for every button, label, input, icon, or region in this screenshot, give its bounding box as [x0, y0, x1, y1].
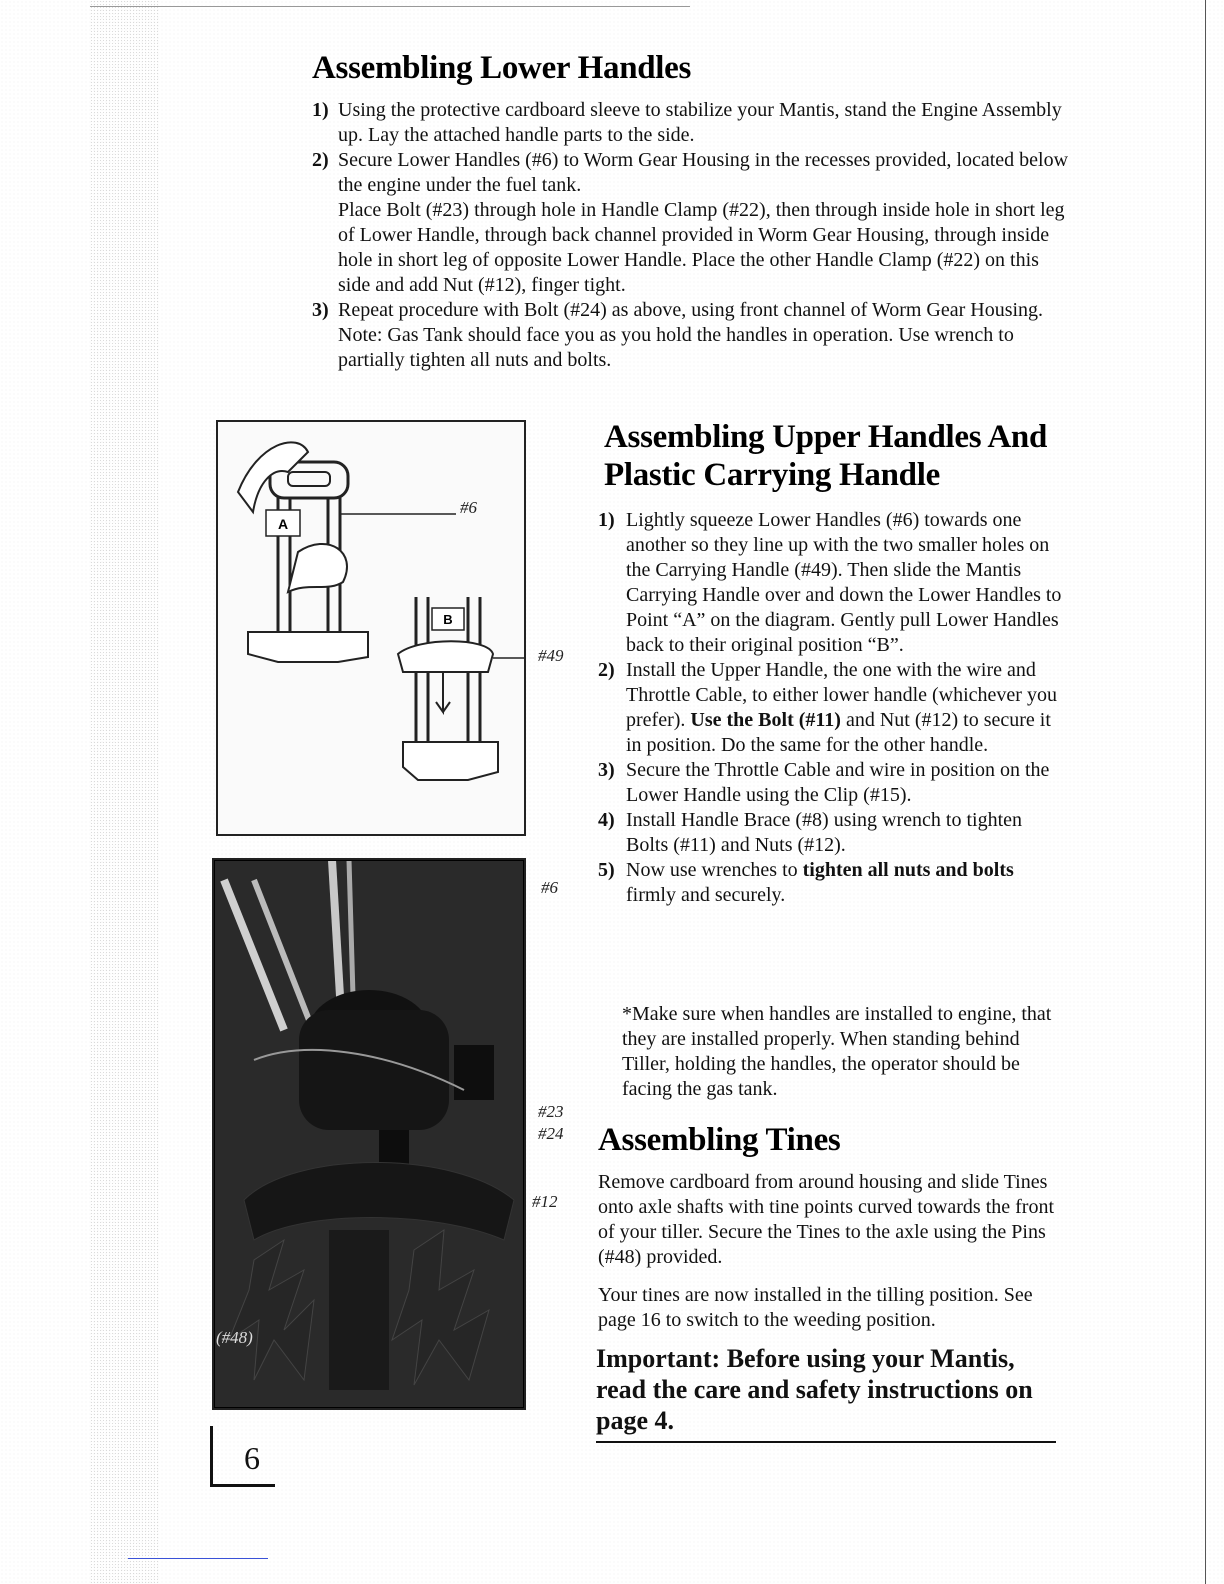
callout-label: #12	[532, 1192, 558, 1211]
axle-assembly	[329, 1230, 389, 1390]
callout-label: #6	[460, 498, 477, 517]
tiller-photo	[212, 858, 526, 1410]
step-item	[312, 98, 1072, 148]
gear-housing-drawing	[403, 742, 498, 780]
step-text	[626, 858, 1068, 908]
step-item	[598, 758, 1068, 808]
step-number: 1)	[598, 509, 615, 531]
step-item	[312, 298, 1072, 373]
callout-label: #24	[538, 1124, 564, 1143]
callout-label: #6	[541, 878, 558, 897]
section-title-upper-handles: Assembling Upper Handles And Plastic Carrying Handle	[604, 419, 1048, 493]
page-number: 6	[244, 1440, 260, 1476]
step-text: Using the protective cardboard sleeve to stabilize your Mantis, stand the Engine Assembly up. Lay the attached handle parts to the side.	[338, 99, 1062, 146]
hand-drawing	[238, 442, 308, 512]
callout-label: (#48)	[216, 1328, 253, 1347]
scan-edge-shading	[90, 0, 160, 1584]
engine-block	[299, 1010, 449, 1130]
important-underline	[596, 1441, 1056, 1443]
step-text-part: firmly and securely.	[626, 884, 786, 906]
step-text-part: and Nut (#12) to secure it in position. Do the same for the other handle.	[626, 709, 1051, 756]
scan-artifact-line	[128, 1558, 268, 1559]
step-number: 5)	[598, 859, 615, 881]
tines-paragraph: Your tines are now installed in the tilling position. See page 16 to switch to the weeding position.	[598, 1284, 1033, 1331]
page-number-bracket	[210, 1426, 275, 1487]
hand-drawing	[288, 544, 347, 592]
step-text-continued: Place Bolt (#23) through hole in Handle Clamp (#22), then through inside hole in short leg of Lower Handle, through back channel provided in Worm Gear Housing, through inside hole in short leg of opposite Lower Handle. Place the other Handle Clamp (#22) on this side and add Nut (#12), finger tight.	[338, 199, 1065, 296]
arrow-down-icon	[436, 672, 450, 712]
gear-housing-drawing	[248, 632, 368, 662]
important-notice: Important: Before using your Mantis, read the care and safety instructions on page 4.	[596, 1344, 1033, 1435]
carrying-handle-shape	[398, 641, 493, 672]
step-text: Secure Lower Handles (#6) to Worm Gear Housing in the recesses provided, located below the engine under the fuel tank.	[338, 149, 1069, 196]
callout-label: #23	[538, 1102, 564, 1121]
step-number: 4)	[598, 809, 615, 831]
point-b-label: B	[443, 612, 453, 627]
step-item	[598, 508, 1068, 658]
callout-label: #49	[538, 646, 564, 665]
step-item	[312, 148, 1072, 298]
step-number: 2)	[598, 659, 615, 681]
carrying-handle-grip	[288, 472, 330, 486]
step-item	[598, 858, 1068, 908]
step-item	[598, 658, 1068, 758]
step-text-part: Now use wrenches to	[626, 859, 803, 881]
step-text: Secure the Throttle Cable and wire in position on the Lower Handle using the Clip (#15).	[626, 759, 1050, 806]
section-title-lower-handles: Assembling Lower Handles	[312, 50, 692, 86]
point-a-label: A	[277, 516, 289, 532]
step-number: 3)	[312, 299, 329, 321]
step-text: Lightly squeeze Lower Handles (#6) towards one another so they line up with the two smaller holes on the Carrying Handle (#49). Then slide the Mantis Carrying Handle over and down the Lower Handles to Point “A” on the diagram. Gently pull Lower Handles back to their original position “B”.	[626, 509, 1062, 656]
section-title-tines: Assembling Tines	[598, 1122, 841, 1158]
handle-diagram-drawing	[218, 422, 524, 834]
handle-assembly-diagram	[216, 420, 526, 836]
step-text-bold: Use the Bolt (#11)	[690, 709, 841, 731]
lower-handles-steps	[312, 98, 1072, 373]
step-text	[626, 658, 1068, 758]
step-text: Repeat procedure with Bolt (#24) as above, using front channel of Worm Gear Housing. Note: Gas Tank should face you as you hold the handles in operation. Use wrench to partially tighten all nuts and bolts.	[338, 299, 1044, 371]
top-scan-rule	[90, 6, 690, 7]
upper-handles-steps	[598, 508, 1068, 908]
tiller-photo-drawing	[214, 860, 524, 1408]
step-text-part: Install the Upper Handle, the one with the wire and Throttle Cable, to either lower handle (whichever you prefer).	[626, 659, 1057, 731]
step-item	[598, 808, 1068, 858]
step-number: 1)	[312, 99, 329, 121]
tines-paragraph: Remove cardboard from around housing and slide Tines onto axle shafts with tine points curved towards the front of your tiller. Secure the Tines to the axle using the Pins (#48) provided.	[598, 1171, 1055, 1268]
right-scan-rule	[1205, 0, 1206, 1584]
step-number: 2)	[312, 149, 329, 171]
engine-part	[454, 1045, 494, 1100]
step-text: Install Handle Brace (#8) using wrench to tighten Bolts (#11) and Nuts (#12).	[626, 809, 1022, 856]
step-text-bold: tighten all nuts and bolts	[802, 859, 1014, 881]
step-number: 3)	[598, 759, 615, 781]
installation-note: *Make sure when handles are installed to engine, that they are installed properly. When standing behind Tiller, holding the handles, the operator should be facing the gas tank.	[622, 1003, 1052, 1100]
